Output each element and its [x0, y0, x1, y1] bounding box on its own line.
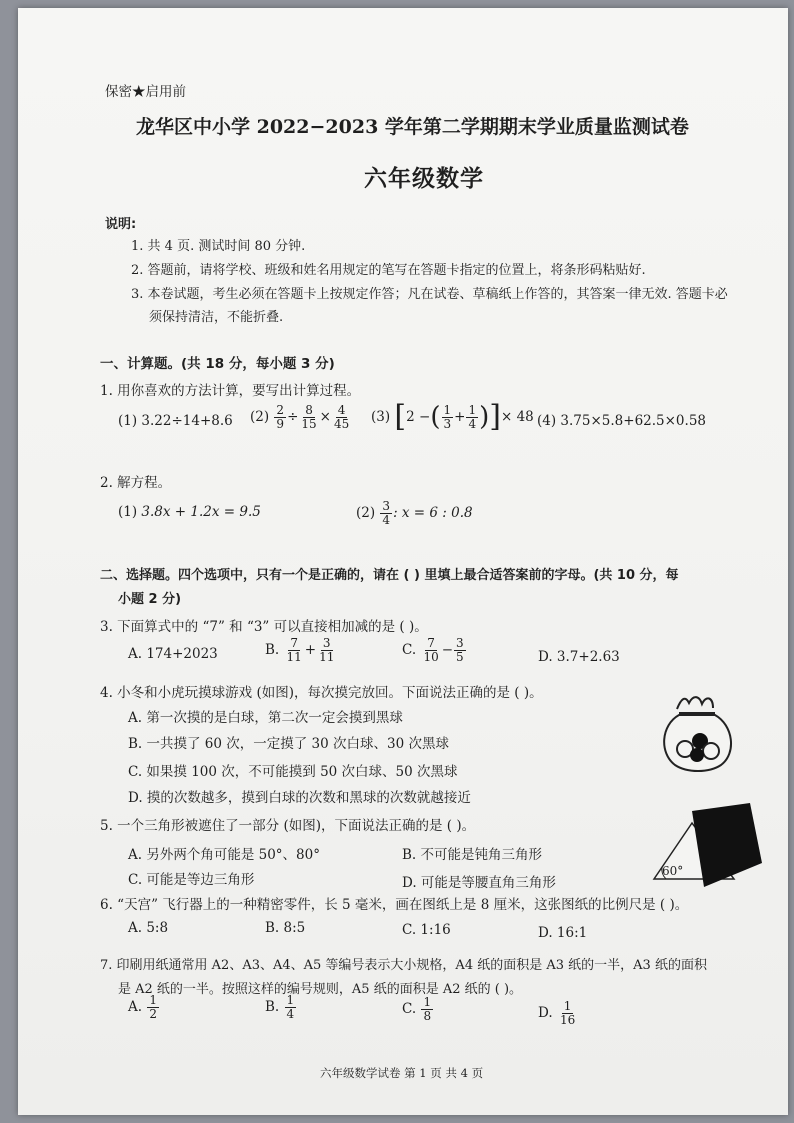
- confidential-label: 保密★启用前: [105, 84, 186, 100]
- left-bracket: [: [394, 399, 407, 434]
- right-paren: ): [479, 402, 490, 432]
- fraction: $\frac{8}{15}$: [301, 403, 317, 431]
- right-bracket: ]: [489, 399, 501, 434]
- black-ball-icon: [690, 748, 704, 762]
- question-6: 6. “天宫” 飞行器上的一种精密零件，长 5 毫米，画在图纸上是 8 厘米，这张图纸的比例尺是 ( )。: [100, 897, 689, 913]
- angle-label: 60°: [662, 864, 684, 878]
- q7-option-b: B. $\frac{1}{4}$: [265, 993, 295, 1021]
- note-3-cont: 须保持清洁，不能折叠.: [149, 310, 284, 325]
- q4-option-d: D. 摸的次数越多，摸到白球的次数和黑球的次数就越接近: [128, 790, 471, 806]
- q6-option-c: C. 1:16: [402, 922, 451, 938]
- question-2: 2. 解方程。: [100, 475, 172, 491]
- exam-paper: [18, 8, 788, 1115]
- q3-option-d: D. 3.7+2.63: [538, 649, 620, 665]
- triangle-shape: [652, 803, 764, 893]
- fraction: $\frac{1}{16}$: [559, 999, 576, 1027]
- fraction: $\frac{2}{9}$: [276, 403, 285, 431]
- fraction: $\frac{7}{11}$: [286, 636, 302, 664]
- exam-title: 龙华区中小学 2022−2023 学年第二学期期末学业质量监测试卷: [136, 116, 689, 138]
- fraction: $\frac{1}{8}$: [423, 995, 432, 1023]
- fraction: $\frac{7}{10}$: [423, 636, 439, 664]
- fraction: $\frac{3}{5}$: [456, 636, 464, 664]
- q4-option-a: A. 第一次摸的是白球，第二次一定会摸到黑球: [128, 710, 403, 726]
- question-1: 1. 用你喜欢的方法计算，要写出计算过程。: [100, 383, 361, 399]
- q3-option-c: C. $\frac{7}{10}$ − $\frac{3}{5}$: [402, 636, 464, 664]
- q4-option-c: C. 如果摸 100 次，不可能摸到 50 次白球、50 次黑球: [128, 764, 458, 780]
- q5-option-b: B. 不可能是钝角三角形: [402, 847, 543, 863]
- fraction: $\frac{4}{45}$: [333, 403, 350, 431]
- note-3: 3. 本卷试题，考生必须在答题卡上按规定作答；凡在试卷、草稿纸上作答的，其答案一律无效. 答题卡必: [131, 287, 728, 302]
- q1-part-2: (2) $\frac{2}{9}$ ÷ $\frac{8}{15}$ × $\frac{4}{45}$: [250, 403, 350, 431]
- q2-part-1: (1) 3.8x + 1.2x = 9.5: [118, 504, 261, 520]
- question-7-cont: 是 A2 纸的一半。按照这样的编号规则，A5 纸的面积是 A2 纸的 ( )。: [118, 982, 523, 997]
- exam-subtitle: 六年级数学: [364, 165, 484, 192]
- section-2-title: 二、选择题。四个选项中，只有一个是正确的，请在 ( ) 里填上最合适答案前的字母。(共 10 分，每: [100, 568, 679, 583]
- question-7: 7. 印刷用纸通常用 A2、A3、A4、A5 等编号表示大小规格，A4 纸的面积是 A3 纸的一半，A3 纸的面积: [100, 958, 707, 973]
- q3-option-a: A. 174+2023: [128, 646, 218, 662]
- section-2-title-cont: 小题 2 分): [118, 592, 182, 607]
- q5-option-c: C. 可能是等边三角形: [128, 872, 255, 888]
- q1-part-4: (4) 3.75×5.8+62.5×0.58: [537, 413, 706, 429]
- ball-bag-figure: [655, 691, 741, 773]
- notes-label: 说明:: [105, 217, 137, 232]
- white-ball-icon: [703, 743, 719, 759]
- question-4: 4. 小冬和小虎玩摸球游戏 (如图)，每次摸完放回。下面说法正确的是 ( )。: [100, 685, 543, 701]
- q6-option-d: D. 16:1: [538, 925, 588, 941]
- q6-option-a: A. 5:8: [128, 920, 169, 936]
- q7-option-d: D. $\frac{1}{16}$: [538, 999, 576, 1027]
- fraction: $\frac{1}{4}$: [468, 402, 477, 431]
- left-paren: (: [430, 402, 441, 432]
- fraction: $\frac{3}{11}$: [319, 636, 335, 664]
- section-1-title: 一、计算题。(共 18 分，每小题 3 分): [100, 356, 335, 372]
- note-2: 2. 答题前，请将学校、班级和姓名用规定的笔写在答题卡指定的位置上，将条形码粘贴好.: [131, 263, 646, 278]
- page-footer: 六年级数学试卷 第 1 页 共 4 页: [320, 1066, 484, 1080]
- q2-part-2: (2) $\frac{3}{4}$ : x = 6 : 0.8: [356, 499, 473, 527]
- question-3: 3. 下面算式中的 “7” 和 “3” 可以直接相加减的是 ( )。: [100, 619, 428, 635]
- q4-option-b: B. 一共摸了 60 次，一定摸了 30 次白球、30 次黑球: [128, 736, 449, 752]
- q1-part-1: (1) 3.22÷14+8.6: [118, 413, 233, 429]
- fraction: $\frac{1}{3}$: [443, 402, 452, 431]
- note-1: 1. 共 4 页. 测试时间 80 分钟.: [131, 239, 306, 254]
- covered-triangle-figure: [652, 803, 764, 893]
- q7-option-c: C. $\frac{1}{8}$: [402, 995, 432, 1023]
- fraction: $\frac{1}{2}$: [149, 993, 157, 1021]
- q5-option-d: D. 可能是等腰直角三角形: [402, 875, 556, 891]
- q7-option-a: A. $\frac{1}{2}$: [128, 993, 157, 1021]
- q5-option-a: A. 另外两个角可能是 50°、80°: [128, 847, 320, 863]
- q3-option-b: B. $\frac{7}{11}$ + $\frac{3}{11}$: [265, 636, 335, 664]
- q1-part-3: (3) [ 2 − ( $\frac{1}{3}$ + $\frac{1}{4}$ ) ] × 48: [371, 399, 534, 434]
- question-5: 5. 一个三角形被遮住了一部分 (如图)，下面说法正确的是 ( )。: [100, 818, 476, 834]
- fraction: $\frac{3}{4}$: [382, 499, 391, 527]
- fraction: $\frac{1}{4}$: [286, 993, 295, 1021]
- q6-option-b: B. 8:5: [265, 920, 306, 936]
